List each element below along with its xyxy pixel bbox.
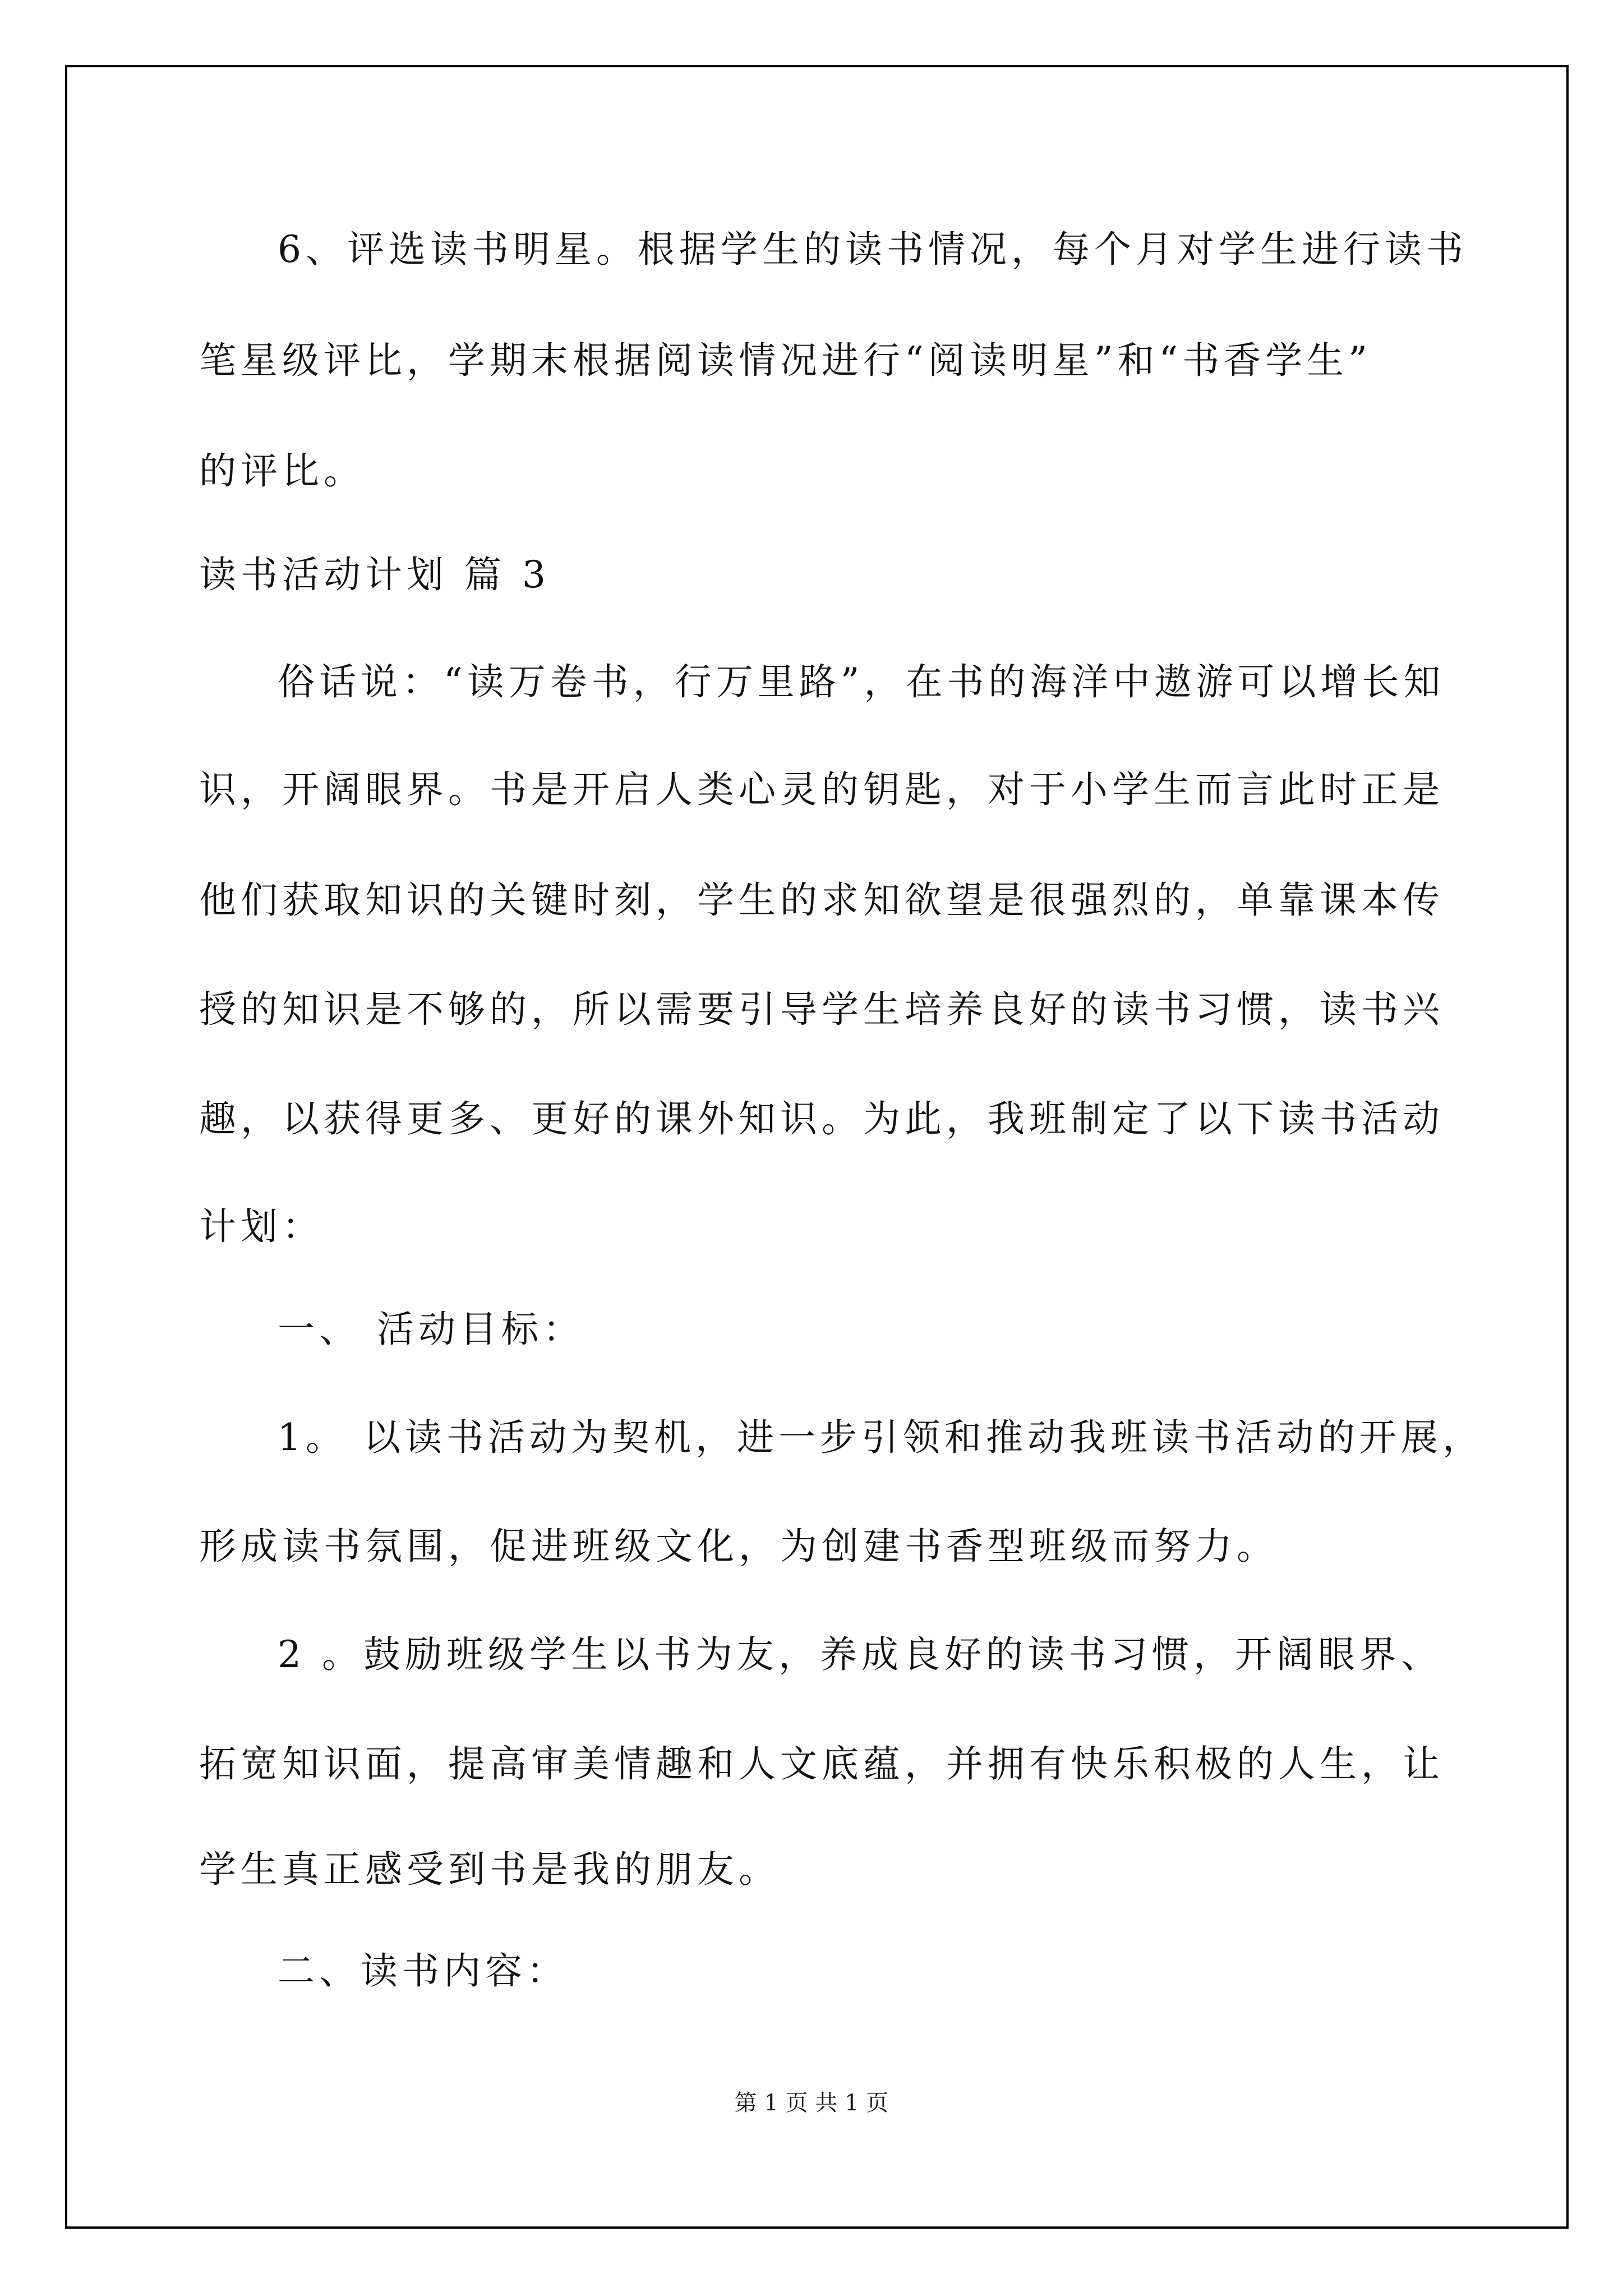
paragraph-line: 拓宽知识面，提高审美情趣和人文底蕴，并拥有快乐积极的人生，让	[199, 1742, 1444, 1786]
paragraph-line: 他们获取知识的关键时刻，学生的求知欲望是很强烈的，单靠课本传	[199, 878, 1444, 922]
paragraph-line: 1。 以读书活动为契机，进一步引领和推动我班读书活动的开展，	[278, 1416, 1484, 1459]
paragraph-line: 6、评选读书明星。根据学生的读书情况，每个月对学生进行读书	[278, 228, 1468, 271]
page-border	[65, 65, 1569, 2229]
paragraph-line: 计划：	[199, 1205, 324, 1248]
paragraph-line: 识，开阔眼界。书是开启人类心灵的钥匙，对于小学生而言此时正是	[199, 768, 1444, 811]
paragraph-line: 授的知识是不够的，所以需要引导学生培养良好的读书习惯，读书兴	[199, 988, 1444, 1031]
paragraph-line: 趣，以获得更多、更好的课外知识。为此，我班制定了以下读书活动	[199, 1097, 1444, 1140]
subheading: 一、 活动目标：	[278, 1308, 584, 1351]
paragraph-line: 学生真正感受到书是我的朋友。	[199, 1848, 780, 1891]
subheading: 二、读书内容：	[278, 1949, 568, 1993]
paragraph-line: 俗话说：“读万卷书，行万里路”，在书的海洋中遨游可以增长知	[278, 660, 1445, 703]
page-footer: 第 1 页 共 1 页	[734, 2090, 889, 2116]
section-heading: 读书活动计划 篇 3	[199, 553, 550, 596]
paragraph-line: 笔星级评比，学期末根据阅读情况进行“阅读明星”和“书香学生”	[199, 339, 1372, 382]
paragraph-line: 形成读书氛围，促进班级文化，为创建书香型班级而努力。	[199, 1525, 1278, 1568]
paragraph-line: 2 。鼓励班级学生以书为友，养成良好的读书习惯，开阔眼界、	[278, 1633, 1442, 1676]
paragraph-line: 的评比。	[199, 449, 365, 493]
